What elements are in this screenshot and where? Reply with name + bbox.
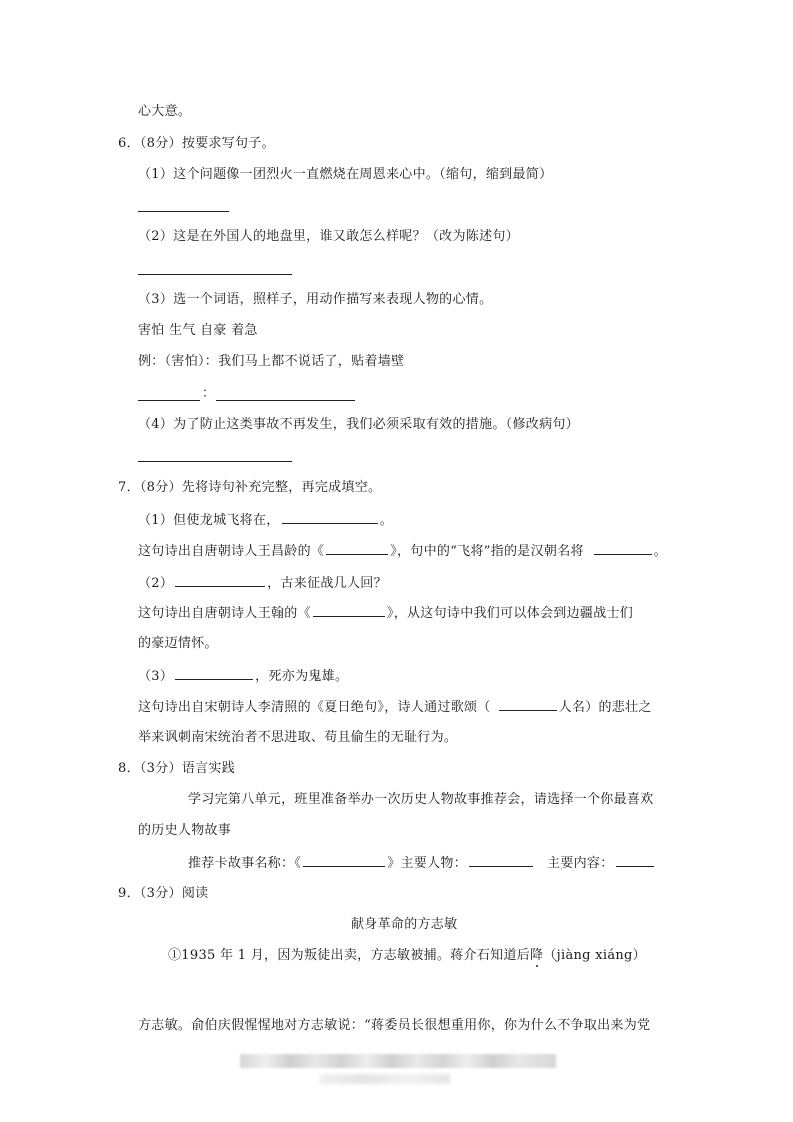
source-text: 》，从这句诗中我们可以体会到边疆战士们	[386, 606, 634, 621]
answer-blank[interactable]	[175, 574, 265, 587]
card-label: 推荐卡故事名称：《	[188, 856, 302, 871]
main-character-blank[interactable]	[469, 854, 533, 867]
answer-blank[interactable]	[216, 400, 355, 401]
question-7-heading: 7．（8分）先将诗句补充完整，再完成填空。	[118, 480, 382, 495]
q7-part3-num: （3）	[138, 669, 174, 684]
q7-part3	[138, 667, 348, 685]
q6-part3: （3）选一个词语，照样子，用动作描写来表现人物的心情。	[138, 292, 493, 307]
source-text: 这句诗出自唐朝诗人王昌龄的《	[138, 544, 325, 559]
q6-part2: （2）这是在外国人的地盘里，谁又敢怎么样呢？（改为陈述句）	[138, 229, 519, 244]
q7-part1-source	[138, 542, 667, 560]
q7-part2	[138, 574, 387, 592]
story-name-blank[interactable]	[303, 854, 385, 867]
pinyin-options: （jiàng xiáng）	[543, 948, 646, 963]
answer-blank[interactable]	[138, 461, 292, 462]
source-text: 》，句中的“飞将”指的是汉朝名将	[390, 544, 584, 559]
answer-blank[interactable]	[138, 211, 229, 212]
colon: ：	[202, 386, 216, 401]
answer-blank[interactable]	[326, 542, 388, 555]
question-8-heading: 8．（3分）语言实践	[118, 761, 236, 776]
article-title: 献身革命的方志敏	[351, 917, 458, 932]
answer-blank[interactable]	[138, 400, 200, 401]
article-text: ①1935 年 1 月，因为叛徒出卖，方志敏被捕。蒋介石知道后	[168, 948, 531, 963]
emphasis-char: 降	[530, 948, 544, 963]
answer-blank[interactable]	[594, 542, 652, 555]
card-label: 主要内容：	[547, 856, 614, 871]
main-content-blank[interactable]	[616, 854, 654, 867]
answer-blank[interactable]	[499, 698, 557, 711]
recommend-card	[188, 854, 656, 872]
q7-part2-text: ，古来征战几人回？	[267, 576, 387, 591]
q7-part1	[138, 511, 393, 529]
article-paragraph	[168, 948, 646, 964]
blurred-footer	[240, 1054, 556, 1068]
question-6-heading: 6．（8分）按要求写句子。	[118, 136, 275, 151]
answer-blank[interactable]	[282, 511, 378, 524]
text-line: 的豪迈情怀。	[138, 636, 218, 651]
source-text: 这句诗出自唐朝诗人王翰的《	[138, 606, 311, 621]
card-label: 》主要人物：	[387, 856, 468, 871]
punct: 。	[653, 544, 668, 559]
q7-part2-num: （2）	[138, 576, 174, 591]
source-text: 人名）的悲壮之	[558, 700, 652, 715]
source-text: 这句诗出自宋朝诗人李清照的《夏日绝句》，诗人通过歌颂（	[138, 700, 491, 715]
punct: 。	[379, 513, 393, 528]
text-line: 心大意。	[138, 104, 192, 119]
example-sentence: 例：（害怕）：我们马上都不说话了，贴着墙壁	[138, 354, 405, 369]
question-9-heading: 9．（3分）阅读	[118, 886, 209, 901]
blurred-footer	[320, 1074, 450, 1084]
q6-part4: （4）为了防止这类事故不再发生，我们必须采取有效的措施。（修改病句）	[138, 417, 579, 432]
q7-part3-text: ，死亦为鬼雄。	[255, 669, 349, 684]
text-line: 举来讽刺南宋统治者不思进取、苟且偷生的无耻行为。	[138, 730, 458, 745]
q8-paragraph: 的历史人物故事	[138, 823, 232, 838]
answer-blank[interactable]	[175, 667, 253, 680]
answer-blank[interactable]	[313, 604, 385, 617]
answer-blank[interactable]	[138, 274, 292, 275]
article-paragraph: 方志敏。俞伯庆假惺惺地对方志敏说：“蒋委员长很想重用你，你为什么不争取出来为党	[138, 1018, 651, 1033]
word-choices: 害怕 生气 自豪 着急	[138, 323, 258, 338]
q6-part1: （1）这个问题像一团烈火一直燃烧在周恩来心中。（缩句，缩到最简）	[138, 167, 553, 182]
q8-paragraph: 学习完第八单元，班里准备举办一次历史人物故事推荐会，请选择一个你最喜欢	[188, 792, 654, 807]
q7-part2-source	[138, 604, 633, 622]
q7-part3-source	[138, 698, 652, 716]
q7-part1-text: （1）但使龙城飞将在，	[138, 513, 280, 528]
